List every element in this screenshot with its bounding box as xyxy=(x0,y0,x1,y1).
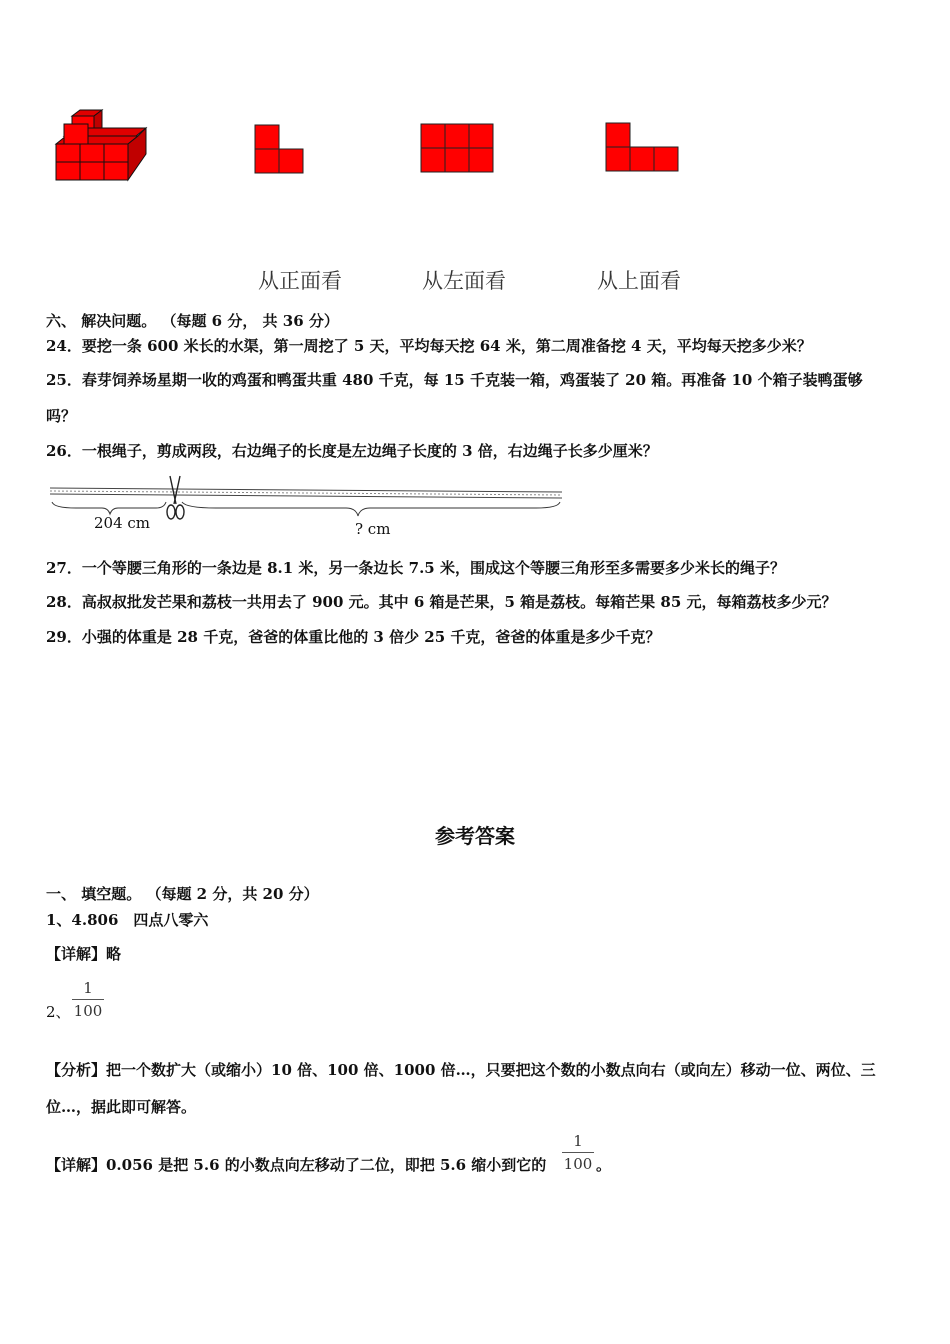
fraction-denominator: 100 xyxy=(73,1002,103,1020)
left-view-figure xyxy=(420,123,496,175)
fraction-numerator: 1 xyxy=(573,1132,583,1150)
answer-2-detail: 【详解】0.056 是把 5.6 的小数点向左移动了二位，即把 5.6 缩小到它的 xyxy=(46,1156,547,1174)
fraction-1-100-a xyxy=(72,978,104,1021)
rope xyxy=(50,488,562,498)
cube-solid-figure xyxy=(50,108,154,184)
answer-2-prefix: 2、 xyxy=(46,1003,71,1021)
view-label-top: 从上面看 xyxy=(597,269,681,293)
analysis-line1: 【分析】把一个数扩大（或缩小）10 倍、100 倍、1000 倍…，只要把这个数的小数点向右（或向左）移动一位、两位、三 xyxy=(46,1061,876,1079)
analysis-line2: 位…，据此即可解答。 xyxy=(46,1098,197,1116)
rope-right-label: ? cm xyxy=(355,520,391,538)
question-29: 29．小强的体重是 28 千克，爸爸的体重比他的 3 倍少 25 千克，爸爸的体重是多少千克？ xyxy=(46,628,661,646)
question-24: 24．要挖一条 600 米长的水渠，第一周挖了 5 天，平均每天挖 64 米，第二周准备挖 4 天，平均每天挖多少米？ xyxy=(46,337,812,355)
view-label-front: 从正面看 xyxy=(258,269,342,293)
answer-1-detail: 【详解】略 xyxy=(46,945,122,963)
scissors-icon xyxy=(167,476,184,519)
question-25-line1: 25．春芽饲养场星期一收的鸡蛋和鸭蛋共重 480 千克，每 15 千克装一箱，鸡蛋装了 20 箱。再准备 10 个箱子装鸭蛋够 xyxy=(46,371,863,389)
question-28: 28．高叔叔批发芒果和荔枝一共用去了 900 元。其中 6 箱是芒果，5 箱是荔枝。每箱芒果 85 元，每箱荔枝多少元？ xyxy=(46,593,837,611)
answers-title: 参考答案 xyxy=(435,824,515,848)
cube-3d-drawing xyxy=(56,110,146,180)
question-25-line2: 吗？ xyxy=(46,407,77,425)
rope-left-label: 204 cm xyxy=(94,514,151,532)
answer-1: 1、4.806 四点八零六 xyxy=(46,911,209,929)
section6-heading: 六、 解决问题。 （每题 6 分， 共 36 分） xyxy=(46,312,339,330)
fraction-numerator: 1 xyxy=(83,979,93,997)
top-view-figure xyxy=(605,122,681,174)
view-label-left: 从左面看 xyxy=(422,269,506,293)
fraction-denominator: 100 xyxy=(563,1155,593,1173)
question-27: 27．一个等腰三角形的一条边是 8.1 米，另一条边长 7.5 米，围成这个等腰三角形至多需要多少米长的绳子？ xyxy=(46,559,785,577)
fraction-1-100-b xyxy=(562,1131,594,1174)
question-26: 26．一根绳子，剪成两段，右边绳子的长度是左边绳子长度的 3 倍，右边绳子长多少厘米？ xyxy=(46,442,658,460)
answer-2-detail-end: 。 xyxy=(596,1156,612,1174)
answers-section1-heading: 一、 填空题。 （每题 2 分，共 20 分） xyxy=(46,885,319,903)
front-view-figure xyxy=(254,124,306,176)
